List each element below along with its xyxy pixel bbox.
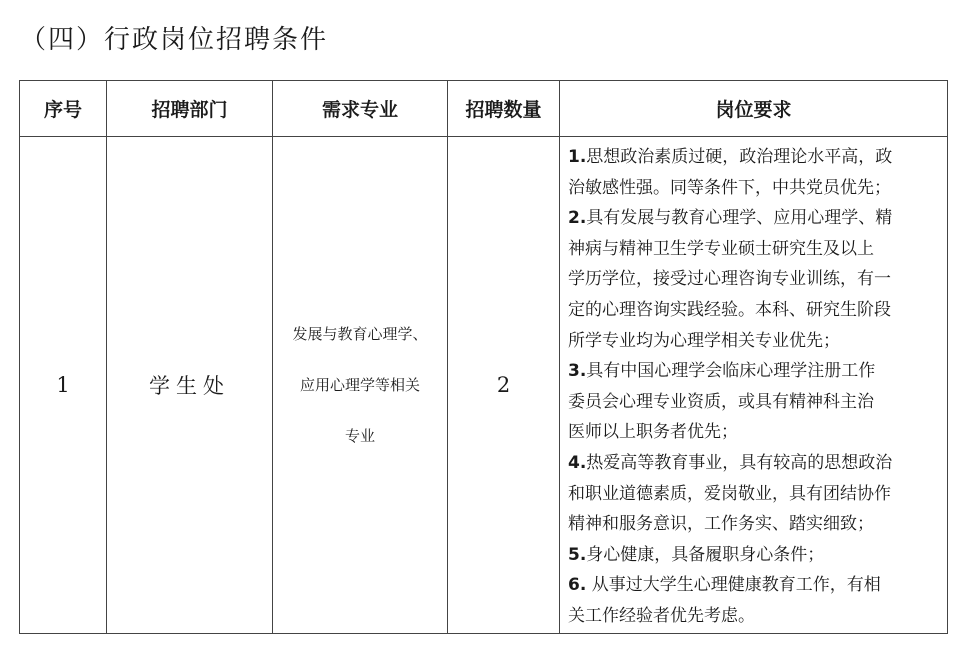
requirement-line — [568, 570, 937, 601]
recruitment-table — [19, 80, 948, 634]
section-title: （四）行政岗位招聘条件 — [20, 25, 329, 55]
requirement-text: 从事过大学生心理健康教育工作，有相 — [586, 575, 881, 596]
requirement-line — [568, 264, 937, 295]
header-major: 需求专业 — [273, 81, 448, 137]
cell-requirements — [560, 137, 948, 634]
header-requirements: 岗位要求 — [560, 81, 948, 137]
requirement-number: 3. — [568, 361, 587, 382]
cell-count: 2 — [448, 137, 560, 634]
header-seq: 序号 — [20, 81, 107, 137]
requirement-line — [568, 448, 937, 479]
requirement-text: 学历学位，接受过心理咨询专业训练，有一 — [568, 269, 891, 290]
requirement-line — [568, 295, 937, 326]
requirement-line — [568, 387, 937, 418]
major-line: 发展与教育心理学、 — [292, 324, 428, 343]
requirement-text: 治敏感性强。同等条件下，中共党员优先； — [568, 177, 891, 198]
requirement-text: 思想政治素质过硬，政治理论水平高，政 — [586, 147, 893, 167]
requirement-line — [568, 326, 937, 357]
requirement-text: 医师以上职务者优先； — [568, 422, 738, 443]
cell-seq: 1 — [20, 137, 107, 634]
requirement-line — [568, 142, 937, 173]
requirement-text: 和职业道德素质，爱岗敬业，具有团结协作 — [568, 483, 891, 504]
requirement-text: 具有中国心理学会临床心理学注册工作 — [586, 361, 876, 382]
requirement-text: 神病与精神卫生学专业硕士研究生及以上 — [568, 238, 874, 259]
requirement-number: 6. — [568, 575, 587, 596]
requirement-text: 热爱高等教育事业，具有较高的思想政治 — [586, 452, 893, 473]
major-line: 专业 — [344, 426, 375, 445]
requirement-line — [568, 173, 937, 204]
cell-major — [273, 137, 448, 634]
table-header-row — [20, 81, 948, 137]
cell-department: 学生处 — [107, 137, 273, 634]
requirement-line — [568, 234, 937, 265]
requirement-number: 5. — [568, 544, 587, 565]
requirement-text: 具有发展与教育心理学、应用心理学、精 — [586, 208, 893, 229]
requirement-text: 所学专业均为心理学相关专业优先； — [568, 330, 840, 351]
requirement-text: 委员会心理专业资质，或具有精神科主治 — [568, 391, 874, 412]
requirement-line — [568, 509, 937, 540]
requirement-text: 精神和服务意识，工作务实、踏实细致； — [568, 514, 874, 535]
requirement-text: 关工作经验者优先考虑。 — [568, 605, 755, 626]
requirement-number: 1. — [568, 147, 587, 167]
requirement-line — [568, 479, 937, 510]
requirement-number: 2. — [568, 208, 587, 229]
requirement-number: 4. — [568, 452, 587, 473]
requirement-text: 定的心理咨询实践经验。本科、研究生阶段 — [568, 299, 891, 320]
requirement-line — [568, 601, 937, 632]
requirement-text: 身心健康，具备履职身心条件； — [586, 544, 825, 565]
requirement-line — [568, 540, 937, 571]
header-department: 招聘部门 — [107, 81, 273, 137]
requirement-line — [568, 203, 937, 234]
major-line: 应用心理学等相关 — [299, 375, 420, 394]
table-row — [20, 137, 948, 634]
header-count: 招聘数量 — [448, 81, 560, 137]
requirement-line — [568, 417, 937, 448]
requirement-line — [568, 356, 937, 387]
